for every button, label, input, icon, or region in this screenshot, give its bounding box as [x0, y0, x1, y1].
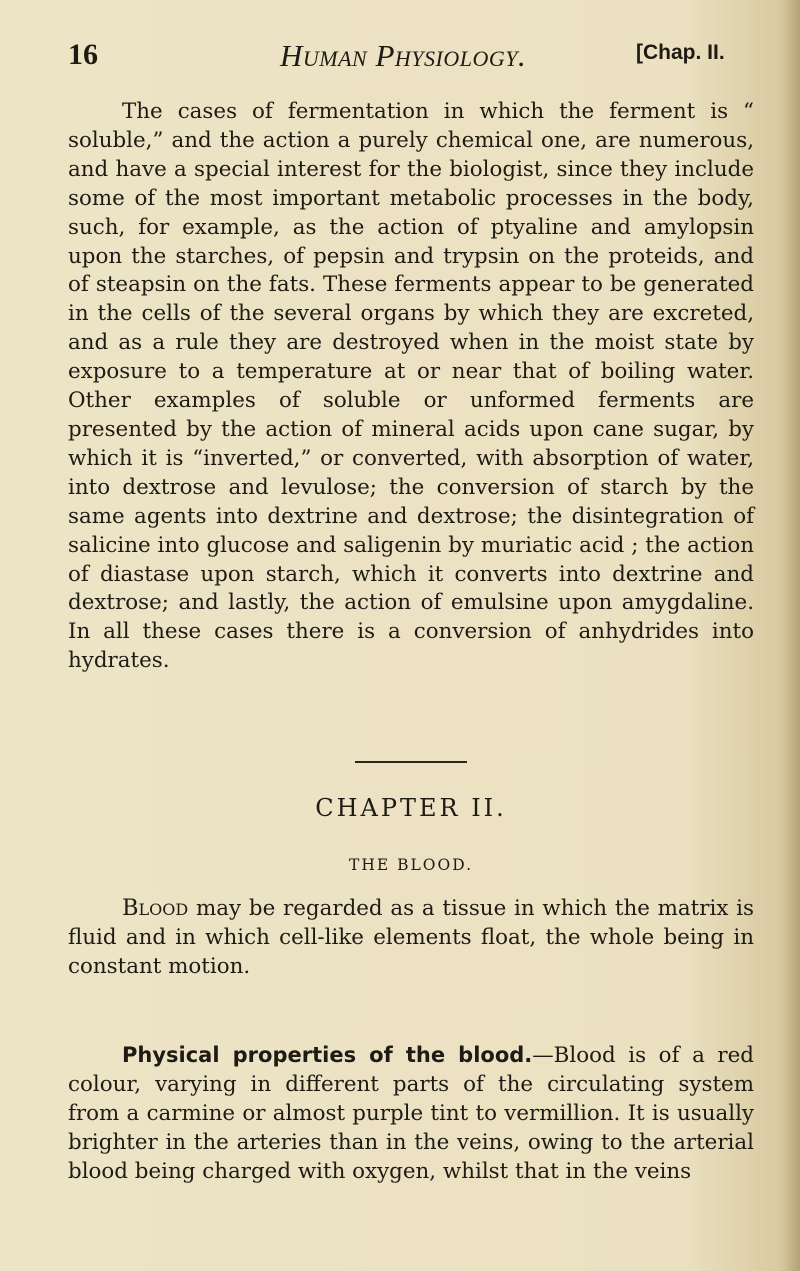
page-edge-shadow: [782, 0, 800, 1271]
section-divider-rule: [355, 761, 467, 763]
lead-word: Blood: [122, 895, 189, 921]
chapter-heading: CHAPTER II.: [315, 794, 507, 822]
blood-intro-paragraph: [68, 894, 754, 982]
chapter-subheading: THE BLOOD.: [349, 856, 473, 874]
running-title: Human Physiology.: [280, 38, 527, 73]
running-head: [68, 38, 768, 78]
physical-properties-text: —Blood is of a red colour, varying in different parts of the circulating system from a carmine or almost purple tint to vermillion. It is usually brighter in the arteries than in the veins, owing to the arterial blood being charged with oxygen, whilst that in the veins: [68, 1043, 754, 1184]
page-number: 16: [68, 38, 98, 71]
chapter-reference: [Chap. II.: [636, 41, 725, 64]
section-heading: Physical properties of the blood.: [122, 1043, 533, 1067]
fermentation-paragraph: The cases of fermentation in which the ferment is “ soluble,” and the action a purely chemical one, are numerous, and have a special interest for the biologist, since they include some of the most important metabolic processes in the body, such, for example, as the action of ptyaline and amylopsin upon the starches, of pepsin and trypsin on the proteids, and of steapsin on the fats. These ferments appear to be generated in the cells of the several organs by which they are excreted, and as a rule they are destroyed when in the moist state by exposure to a temperature at or near that of boiling water. Other examples of soluble or unformed ferments are presented by the action of mineral acids upon cane sugar, by which it is “inverted,” or converted, with absorption of water, into dextrose and levulose; the conversion of starch by the same agents into dextrine and dextrose; the disintegration of salicine into glucose and saligenin by muriatic acid ; the action of diastase upon starch, which it converts into dextrine and dextrose; and lastly, the action of emulsine upon amygdaline. In all these cases there is a conversion of anhydrides into hydrates.: [68, 99, 754, 674]
physical-properties-paragraph: [68, 1041, 754, 1187]
blood-intro-text: may be regarded as a tissue in which the matrix is fluid and in which cell-like elements float, the whole being in constant motion.: [68, 896, 754, 979]
